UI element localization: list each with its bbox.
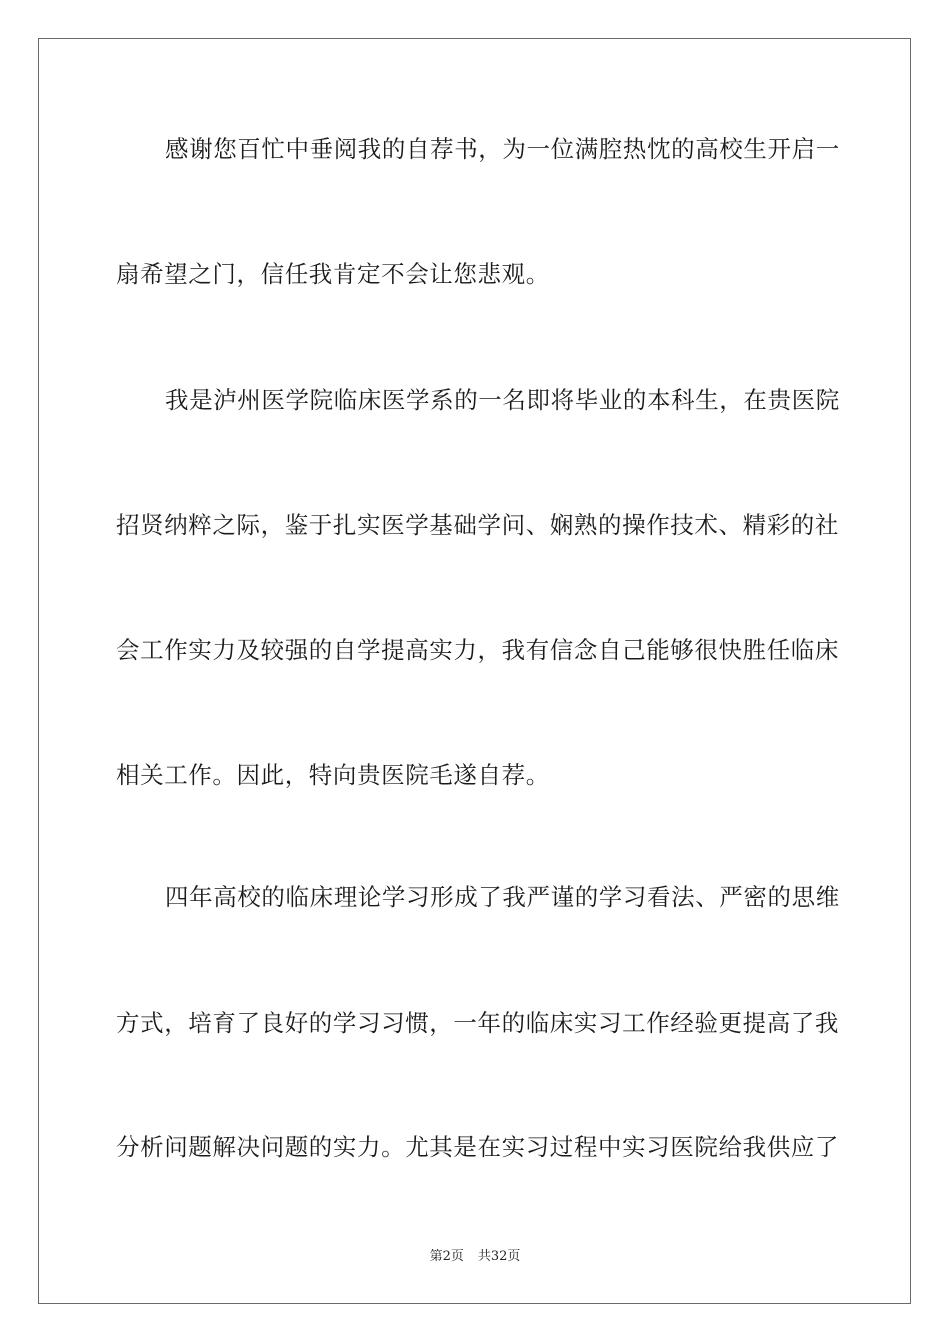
paragraph-3-line-1: 四年高校的临床理论学习形成了我严谨的学习看法、严密的思维: [165, 883, 840, 911]
paragraph-2-line-1: 我是泸州医学院临床医学系的一名即将毕业的本科生，在贵医院: [165, 386, 840, 414]
paragraph-2-line-4: 相关工作。因此，特向贵医院毛遂自荐。: [116, 761, 550, 789]
paragraph-1-line-1: 感谢您百忙中垂阅我的自荐书，为一位满腔热忱的高校生开启一: [165, 135, 840, 163]
paragraph-3-line-3: 分析问题解决问题的实力。尤其是在实习过程中实习医院给我供应了: [116, 1133, 839, 1161]
paragraph-1-line-2: 扇希望之门，信任我肯定不会让您悲观。: [116, 260, 550, 288]
page-border: [38, 38, 911, 1304]
page-number: 第2页: [429, 1249, 464, 1264]
page-footer: [0, 1248, 950, 1266]
paragraph-2-line-2: 招贤纳粹之际，鉴于扎实医学基础学问、娴熟的操作技术、精彩的社: [116, 511, 839, 539]
paragraph-2-line-3: 会工作实力及较强的自学提高实力，我有信念自己能够很快胜任临床: [116, 636, 839, 664]
paragraph-3-line-2: 方式，培育了良好的学习习惯，一年的临床实习工作经验更提高了我: [116, 1009, 839, 1037]
page-total: 共32页: [477, 1249, 521, 1264]
